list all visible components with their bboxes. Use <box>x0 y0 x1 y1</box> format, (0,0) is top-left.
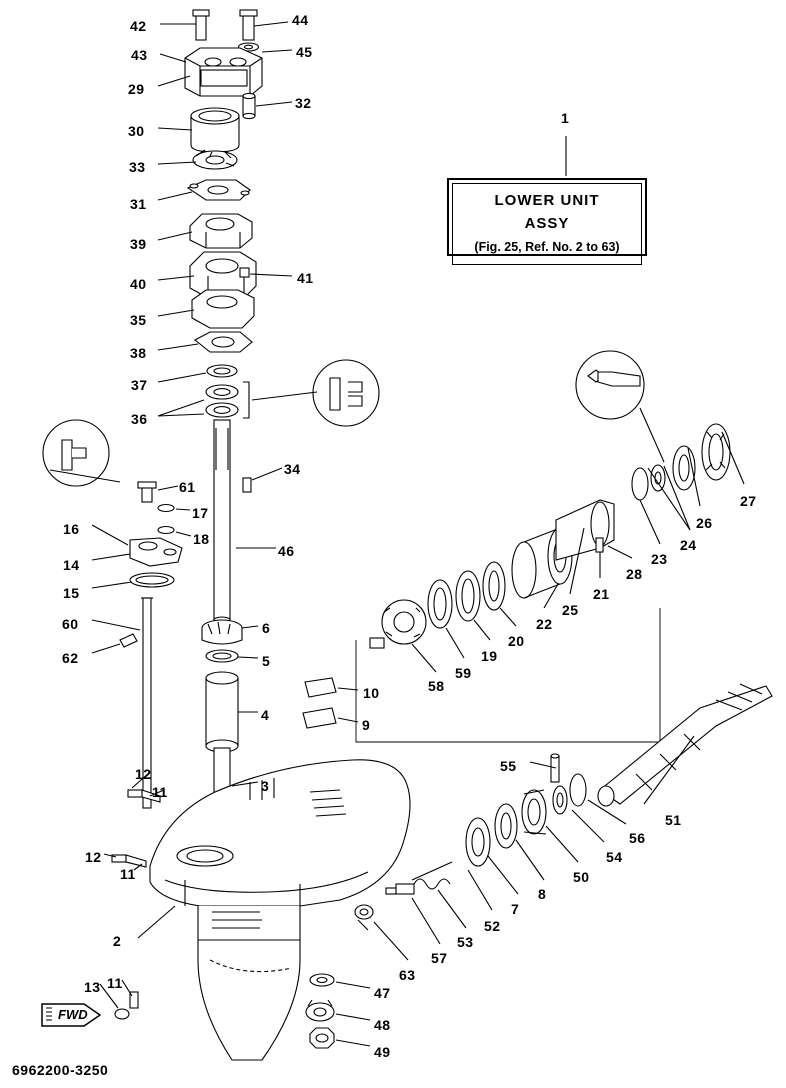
part-36-seals <box>206 382 249 418</box>
callout-46: 46 <box>278 543 295 559</box>
part-42-bolt <box>193 10 209 40</box>
callout-2: 2 <box>113 933 122 949</box>
part-57-63-small-parts <box>355 905 373 930</box>
callout-54: 54 <box>606 849 623 865</box>
part-26-27-rings <box>673 424 730 490</box>
callout-15: 15 <box>63 585 80 601</box>
callout-59: 59 <box>455 665 472 681</box>
part-20-bearing <box>483 562 505 610</box>
callout-16: 16 <box>63 521 80 537</box>
part-13-11-bolts-bottom <box>115 992 138 1019</box>
callout-23: 23 <box>651 551 668 567</box>
part-6-bearing <box>202 620 242 644</box>
callout-57: 57 <box>431 950 448 966</box>
callout-21: 21 <box>593 586 610 602</box>
part-52-53-spring <box>386 862 452 894</box>
callout-53: 53 <box>457 934 474 950</box>
part-21-pin <box>596 538 603 552</box>
callout-58: 58 <box>428 678 445 694</box>
callout-3: 3 <box>261 778 270 794</box>
part-38-gasket <box>195 332 252 352</box>
part-33-impeller <box>193 150 237 169</box>
part-8-7-bearings <box>466 804 517 866</box>
callout-37: 37 <box>131 377 148 393</box>
callout-30: 30 <box>128 123 145 139</box>
part-30-insert <box>191 108 239 152</box>
callout-32: 32 <box>295 95 312 111</box>
part-44-bolt <box>239 10 259 51</box>
part-37-seal <box>207 365 237 377</box>
callout-33: 33 <box>129 159 146 175</box>
callout-50: 50 <box>573 869 590 885</box>
part-51-propeller-shaft <box>598 684 772 806</box>
callout-56: 56 <box>629 830 646 846</box>
callout-27: 27 <box>740 493 757 509</box>
callout-14: 14 <box>63 557 80 573</box>
callout-60: 60 <box>62 616 79 632</box>
callout-19: 19 <box>481 648 498 664</box>
part-19-ring <box>456 571 480 621</box>
callout-17: 17 <box>192 505 209 521</box>
part-35-housing <box>192 290 254 328</box>
callout-24: 24 <box>680 537 697 553</box>
part-4-sleeve <box>206 672 238 752</box>
fwd-label: FWD <box>58 1007 88 1022</box>
callout-38: 38 <box>130 345 147 361</box>
callout-12: 12 <box>85 849 102 865</box>
callout-1: 1 <box>561 110 570 126</box>
callout-6: 6 <box>262 620 271 636</box>
callout-11: 11 <box>107 975 123 991</box>
callout-26: 26 <box>696 515 713 531</box>
callout-13: 13 <box>84 979 101 995</box>
part-58-pinion <box>370 600 426 648</box>
callout-44: 44 <box>292 12 309 28</box>
callout-36: 36 <box>131 411 148 427</box>
callout-43: 43 <box>131 47 148 63</box>
callout-28: 28 <box>626 566 643 582</box>
part-25-sleeve <box>556 500 614 560</box>
callout-34: 34 <box>284 461 301 477</box>
title-box <box>447 178 647 256</box>
callout-41: 41 <box>297 270 314 286</box>
part-32-dowel <box>243 93 255 118</box>
part-10-key <box>305 678 336 697</box>
part-59-ring <box>428 580 452 628</box>
part-39-housing <box>190 214 252 248</box>
part-50-clutch <box>522 790 546 834</box>
callout-18: 18 <box>193 531 210 547</box>
callout-8: 8 <box>538 886 547 902</box>
callout-40: 40 <box>130 276 147 292</box>
callout-25: 25 <box>562 602 579 618</box>
callout-42: 42 <box>130 18 147 34</box>
drawing-number: 6962200-3250 <box>12 1062 109 1078</box>
callout-22: 22 <box>536 616 553 632</box>
part-9-key <box>303 708 336 728</box>
callout-12: 12 <box>135 766 152 782</box>
callout-49: 49 <box>374 1044 391 1060</box>
part-15-oring <box>130 573 174 587</box>
part-31-plate <box>188 180 250 200</box>
callout-20: 20 <box>508 633 525 649</box>
callout-45: 45 <box>296 44 313 60</box>
part-14-bracket <box>130 538 182 566</box>
callout-51: 51 <box>665 812 682 828</box>
callout-5: 5 <box>262 653 271 669</box>
callout-29: 29 <box>128 81 145 97</box>
callout-55: 55 <box>500 758 517 774</box>
detail-circle-right-24 <box>576 351 644 419</box>
part-47-48-49-prop-nuts <box>306 974 334 1048</box>
part-61-bolt <box>138 482 156 502</box>
detail-circle-mid-36 <box>313 360 379 426</box>
detail-circle-left-16 <box>43 420 109 486</box>
callout-35: 35 <box>130 312 147 328</box>
callout-7: 7 <box>511 901 520 917</box>
part-29-pump-housing <box>185 48 262 96</box>
callout-9: 9 <box>362 717 371 733</box>
part-23-washers <box>632 465 665 500</box>
callout-61: 61 <box>179 479 196 495</box>
callout-31: 31 <box>130 196 147 212</box>
callout-11: 11 <box>120 866 136 882</box>
part-62-clip <box>120 634 137 647</box>
callout-47: 47 <box>374 985 391 1001</box>
callout-11: 11 <box>152 784 168 800</box>
part-34-pin <box>243 478 251 492</box>
title-line-1: LOWER UNIT <box>494 192 600 209</box>
callout-10: 10 <box>363 685 380 701</box>
part-5-ring <box>206 650 238 662</box>
part-46-drive-shaft <box>214 420 230 623</box>
title-line-2: ASSY <box>524 215 570 232</box>
callout-62: 62 <box>62 650 79 666</box>
callout-39: 39 <box>130 236 147 252</box>
callout-4: 4 <box>261 707 270 723</box>
callout-63: 63 <box>399 967 416 983</box>
part-17-18-washers <box>158 505 174 534</box>
callout-52: 52 <box>484 918 501 934</box>
callout-48: 48 <box>374 1017 391 1033</box>
fwd-arrow <box>40 998 104 1032</box>
title-line-3: (Fig. 25, Ref. No. 2 to 63) <box>474 240 620 254</box>
